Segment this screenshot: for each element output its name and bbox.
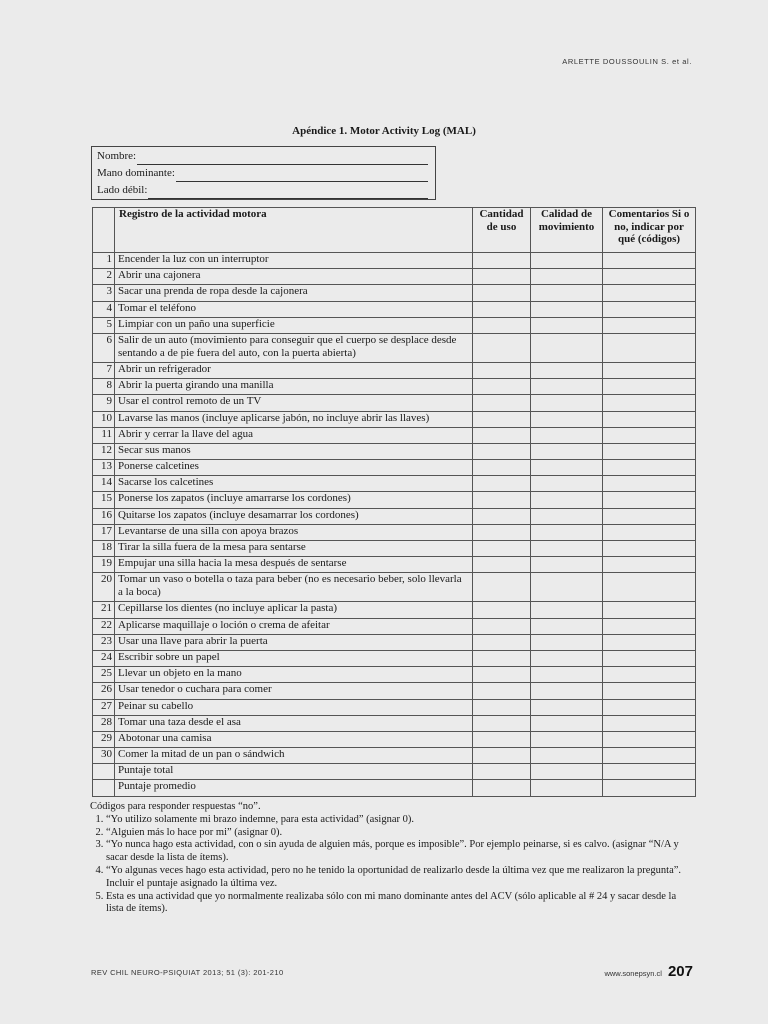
row-number: 9 xyxy=(93,395,115,411)
row-activity: Sacar una prenda de ropa desde la cajonera xyxy=(115,285,473,301)
field-label: Lado débil: xyxy=(97,184,148,196)
row-comments-cell xyxy=(603,379,696,395)
row-activity: Tomar el teléfono xyxy=(115,301,473,317)
row-activity: Limpiar con un paño una superficie xyxy=(115,317,473,333)
row-quality-cell xyxy=(531,699,603,715)
row-amount-cell xyxy=(473,573,531,602)
header-comments: Comentarios Si o no, indicar por qué (códigos) xyxy=(603,208,696,253)
row-comments-cell xyxy=(603,634,696,650)
row-quality-cell xyxy=(531,602,603,618)
row-comments-cell xyxy=(603,699,696,715)
table-header-row xyxy=(93,208,696,253)
row-quality-cell xyxy=(531,748,603,764)
row-comments-cell xyxy=(603,395,696,411)
row-quality-cell xyxy=(531,557,603,573)
table-row xyxy=(93,683,696,699)
row-amount-cell xyxy=(473,476,531,492)
row-amount-cell xyxy=(473,508,531,524)
row-activity: Escribir sobre un papel xyxy=(115,650,473,666)
row-comments-cell xyxy=(603,524,696,540)
row-activity: Tirar la silla fuera de la mesa para sentarse xyxy=(115,541,473,557)
row-activity: Tomar una taza desde el asa xyxy=(115,715,473,731)
row-quality-cell xyxy=(531,764,603,780)
row-quality-cell xyxy=(531,476,603,492)
row-amount-cell xyxy=(473,715,531,731)
row-amount-cell xyxy=(473,524,531,540)
row-comments-cell xyxy=(603,764,696,780)
row-amount-cell xyxy=(473,764,531,780)
row-number: 7 xyxy=(93,362,115,378)
row-comments-cell xyxy=(603,253,696,269)
table-row xyxy=(93,411,696,427)
patient-info-box xyxy=(91,146,436,200)
row-amount-cell xyxy=(473,650,531,666)
row-comments-cell xyxy=(603,557,696,573)
running-header: ARLETTE DOUSSOULIN S. et al. xyxy=(562,57,692,66)
row-comments-cell xyxy=(603,492,696,508)
row-amount-cell xyxy=(473,731,531,747)
row-comments-cell xyxy=(603,780,696,796)
row-activity: Ponerse calcetines xyxy=(115,460,473,476)
row-number: 23 xyxy=(93,634,115,650)
header-amount: Cantidad de uso xyxy=(473,208,531,253)
code-item: 4. “Yo algunas veces hago esta actividad, pero no he tenido la oportunidad de realizarlo desde la última vez que me realizaron la pregunta”. Incluir el puntaje asignado la última vez. xyxy=(106,865,696,891)
row-amount-cell xyxy=(473,748,531,764)
row-quality-cell xyxy=(531,524,603,540)
row-amount-cell xyxy=(473,411,531,427)
row-number: 6 xyxy=(93,333,115,362)
row-activity: Tomar un vaso o botella o taza para beber (no es necesario beber, solo llevarla a la boca) xyxy=(115,573,473,602)
row-number: 1 xyxy=(93,253,115,269)
row-amount-cell xyxy=(473,780,531,796)
table-row xyxy=(93,602,696,618)
row-activity: Abotonar una camisa xyxy=(115,731,473,747)
blank-line xyxy=(137,153,428,165)
table-row xyxy=(93,362,696,378)
row-amount-cell xyxy=(473,285,531,301)
row-number: 11 xyxy=(93,427,115,443)
row-amount-cell xyxy=(473,253,531,269)
row-amount-cell xyxy=(473,427,531,443)
table-row xyxy=(93,780,696,796)
table-row xyxy=(93,379,696,395)
footer-website: www.sonepsyn.cl xyxy=(604,969,662,978)
row-comments-cell xyxy=(603,748,696,764)
codes-list xyxy=(90,814,696,916)
row-quality-cell xyxy=(531,683,603,699)
row-comments-cell xyxy=(603,443,696,459)
field-label: Nombre: xyxy=(97,150,137,162)
row-comments-cell xyxy=(603,427,696,443)
row-activity: Llevar un objeto en la mano xyxy=(115,667,473,683)
row-activity: Encender la luz con un interruptor xyxy=(115,253,473,269)
row-quality-cell xyxy=(531,541,603,557)
row-activity: Secar sus manos xyxy=(115,443,473,459)
row-quality-cell xyxy=(531,508,603,524)
row-number: 2 xyxy=(93,269,115,285)
row-number: 24 xyxy=(93,650,115,666)
row-activity: Usar el control remoto de un TV xyxy=(115,395,473,411)
row-activity: Sacarse los calcetines xyxy=(115,476,473,492)
row-number: 18 xyxy=(93,541,115,557)
table-row xyxy=(93,748,696,764)
table-row xyxy=(93,634,696,650)
row-number: 20 xyxy=(93,573,115,602)
blank-line xyxy=(176,170,428,182)
row-comments-cell xyxy=(603,650,696,666)
row-comments-cell xyxy=(603,541,696,557)
row-amount-cell xyxy=(473,667,531,683)
row-number: 3 xyxy=(93,285,115,301)
row-amount-cell xyxy=(473,683,531,699)
row-quality-cell xyxy=(531,634,603,650)
row-comments-cell xyxy=(603,715,696,731)
row-comments-cell xyxy=(603,573,696,602)
row-quality-cell xyxy=(531,362,603,378)
row-number: 13 xyxy=(93,460,115,476)
row-comments-cell xyxy=(603,411,696,427)
header-activity: Registro de la actividad motora xyxy=(115,208,473,253)
row-amount-cell xyxy=(473,317,531,333)
row-activity: Comer la mitad de un pan o sándwich xyxy=(115,748,473,764)
footer-journal: REV CHIL NEURO-PSIQUIAT 2013; 51 (3): 201-210 xyxy=(91,968,284,977)
table-body xyxy=(93,253,696,797)
table-row xyxy=(93,253,696,269)
codes-section xyxy=(90,801,696,916)
row-activity: Salir de un auto (movimiento para conseguir que el cuerpo se desplace desde sentando a de pie fuera del auto, con la puerta abierta) xyxy=(115,333,473,362)
row-amount-cell xyxy=(473,634,531,650)
row-amount-cell xyxy=(473,699,531,715)
row-number: 17 xyxy=(93,524,115,540)
field-mano-dominante xyxy=(97,165,430,182)
row-amount-cell xyxy=(473,362,531,378)
table-row xyxy=(93,301,696,317)
header-quality: Calidad de movimiento xyxy=(531,208,603,253)
row-quality-cell xyxy=(531,443,603,459)
row-activity: Empujar una silla hacia la mesa después de sentarse xyxy=(115,557,473,573)
row-number: 30 xyxy=(93,748,115,764)
table-row xyxy=(93,573,696,602)
row-number: 26 xyxy=(93,683,115,699)
row-number: 12 xyxy=(93,443,115,459)
row-amount-cell xyxy=(473,618,531,634)
row-activity: Abrir y cerrar la llave del agua xyxy=(115,427,473,443)
row-number: 10 xyxy=(93,411,115,427)
table-row xyxy=(93,333,696,362)
row-quality-cell xyxy=(531,715,603,731)
code-item: 3. “Yo nunca hago esta actividad, con o sin ayuda de alguien más, porque es imposible”. Por ejemplo peinarse, si es calvo. (asignar “N/A y sacar desde la lista de ítems). xyxy=(106,839,696,865)
row-activity: Ponerse los zapatos (incluye amarrarse los cordones) xyxy=(115,492,473,508)
row-activity: Abrir un refrigerador xyxy=(115,362,473,378)
footer-right xyxy=(604,963,693,980)
table-row xyxy=(93,427,696,443)
row-comments-cell xyxy=(603,508,696,524)
table-row xyxy=(93,508,696,524)
row-number: 22 xyxy=(93,618,115,634)
table-row xyxy=(93,285,696,301)
row-comments-cell xyxy=(603,285,696,301)
row-quality-cell xyxy=(531,731,603,747)
field-nombre xyxy=(97,148,430,165)
row-quality-cell xyxy=(531,395,603,411)
table-row xyxy=(93,460,696,476)
row-number: 8 xyxy=(93,379,115,395)
row-comments-cell xyxy=(603,683,696,699)
appendix-title: Apéndice 1. Motor Activity Log (MAL) xyxy=(292,125,476,137)
row-number: 19 xyxy=(93,557,115,573)
mal-table xyxy=(92,207,696,797)
table-row xyxy=(93,317,696,333)
row-comments-cell xyxy=(603,602,696,618)
table-row xyxy=(93,731,696,747)
row-quality-cell xyxy=(531,650,603,666)
row-number xyxy=(93,764,115,780)
row-comments-cell xyxy=(603,731,696,747)
row-activity: Cepillarse los dientes (no incluye aplicar la pasta) xyxy=(115,602,473,618)
row-amount-cell xyxy=(473,557,531,573)
row-activity: Puntaje promedio xyxy=(115,780,473,796)
row-quality-cell xyxy=(531,780,603,796)
row-activity: Quitarse los zapatos (incluye desamarrar los cordones) xyxy=(115,508,473,524)
table-row xyxy=(93,395,696,411)
row-quality-cell xyxy=(531,667,603,683)
row-amount-cell xyxy=(473,379,531,395)
row-quality-cell xyxy=(531,427,603,443)
row-activity: Abrir la puerta girando una manilla xyxy=(115,379,473,395)
table-row xyxy=(93,715,696,731)
row-quality-cell xyxy=(531,333,603,362)
row-activity: Aplicarse maquillaje o loción o crema de afeitar xyxy=(115,618,473,634)
table-row xyxy=(93,618,696,634)
row-number: 14 xyxy=(93,476,115,492)
page-number: 207 xyxy=(667,963,693,980)
row-comments-cell xyxy=(603,301,696,317)
table-row xyxy=(93,667,696,683)
row-comments-cell xyxy=(603,317,696,333)
row-activity: Levantarse de una silla con apoya brazos xyxy=(115,524,473,540)
row-activity: Lavarse las manos (incluye aplicarse jabón, no incluye abrir las llaves) xyxy=(115,411,473,427)
row-comments-cell xyxy=(603,618,696,634)
row-comments-cell xyxy=(603,333,696,362)
table-row xyxy=(93,764,696,780)
row-amount-cell xyxy=(473,602,531,618)
row-activity: Usar tenedor o cuchara para comer xyxy=(115,683,473,699)
table-row xyxy=(93,557,696,573)
row-amount-cell xyxy=(473,333,531,362)
row-amount-cell xyxy=(473,492,531,508)
codes-intro: Códigos para responder respuestas “no”. xyxy=(90,801,261,812)
row-number xyxy=(93,780,115,796)
row-activity: Abrir una cajonera xyxy=(115,269,473,285)
row-quality-cell xyxy=(531,301,603,317)
row-activity: Puntaje total xyxy=(115,764,473,780)
field-label: Mano dominante: xyxy=(97,167,175,179)
table-row xyxy=(93,699,696,715)
row-amount-cell xyxy=(473,460,531,476)
row-amount-cell xyxy=(473,395,531,411)
table-row xyxy=(93,476,696,492)
row-quality-cell xyxy=(531,618,603,634)
field-lado-debil xyxy=(97,182,430,199)
row-number: 29 xyxy=(93,731,115,747)
table-row xyxy=(93,524,696,540)
row-number: 21 xyxy=(93,602,115,618)
row-number: 28 xyxy=(93,715,115,731)
blank-line xyxy=(148,187,428,199)
table-row xyxy=(93,269,696,285)
row-number: 4 xyxy=(93,301,115,317)
row-comments-cell xyxy=(603,476,696,492)
row-quality-cell xyxy=(531,379,603,395)
row-activity: Peinar su cabello xyxy=(115,699,473,715)
row-comments-cell xyxy=(603,460,696,476)
row-number: 5 xyxy=(93,317,115,333)
row-comments-cell xyxy=(603,667,696,683)
row-quality-cell xyxy=(531,573,603,602)
row-quality-cell xyxy=(531,253,603,269)
row-amount-cell xyxy=(473,443,531,459)
row-quality-cell xyxy=(531,317,603,333)
code-item: 5. Esta es una actividad que yo normalmente realizaba sólo con mi mano dominante antes del ACV (sólo aplicable al # 24 y sacar desde la lista de ítems). xyxy=(106,891,696,917)
row-number: 15 xyxy=(93,492,115,508)
table-row xyxy=(93,541,696,557)
row-amount-cell xyxy=(473,301,531,317)
row-number: 16 xyxy=(93,508,115,524)
table-row xyxy=(93,650,696,666)
row-amount-cell xyxy=(473,541,531,557)
table-row xyxy=(93,443,696,459)
row-quality-cell xyxy=(531,269,603,285)
code-item: 2. “Alguien más lo hace por mi” (asignar 0). xyxy=(106,827,696,840)
row-amount-cell xyxy=(473,269,531,285)
row-comments-cell xyxy=(603,362,696,378)
row-quality-cell xyxy=(531,285,603,301)
row-quality-cell xyxy=(531,492,603,508)
row-quality-cell xyxy=(531,411,603,427)
row-quality-cell xyxy=(531,460,603,476)
row-activity: Usar una llave para abrir la puerta xyxy=(115,634,473,650)
code-item: 1. “Yo utilizo solamente mi brazo indemne, para esta actividad” (asignar 0). xyxy=(106,814,696,827)
row-number: 27 xyxy=(93,699,115,715)
header-number xyxy=(93,208,115,253)
row-comments-cell xyxy=(603,269,696,285)
row-number: 25 xyxy=(93,667,115,683)
table-row xyxy=(93,492,696,508)
